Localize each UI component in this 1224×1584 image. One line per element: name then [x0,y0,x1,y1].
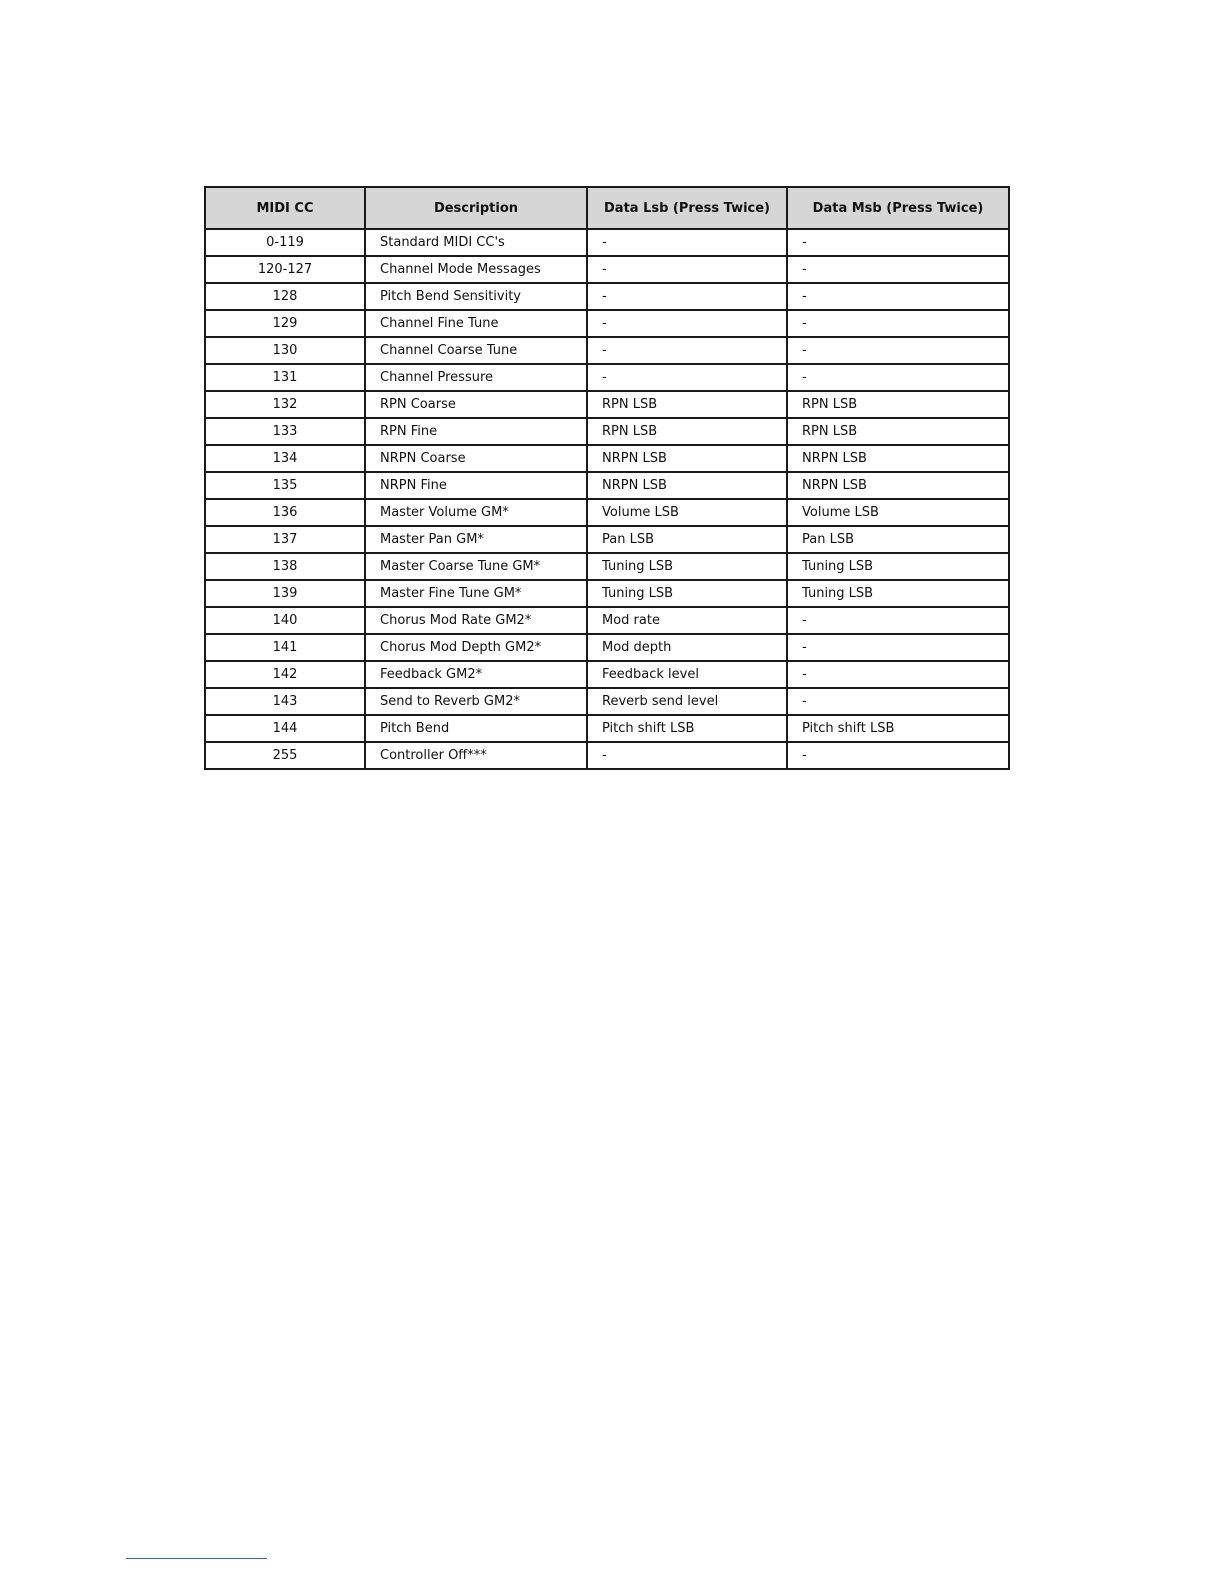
cell-description: Master Pan GM* [365,526,587,553]
cell-data-msb: RPN LSB [787,418,1009,445]
cell-description: Send to Reverb GM2* [365,688,587,715]
cell-data-msb: - [787,742,1009,769]
cell-data-lsb: Reverb send level [587,688,787,715]
cell-midi-cc: 137 [205,526,365,553]
table-row [205,715,1009,742]
cell-midi-cc: 139 [205,580,365,607]
cell-data-msb: - [787,310,1009,337]
table-row [205,742,1009,769]
cell-data-msb: - [787,688,1009,715]
table-row [205,526,1009,553]
header-description: Description [365,187,587,229]
table-row [205,661,1009,688]
header-midi-cc: MIDI CC [205,187,365,229]
cell-data-lsb: Pan LSB [587,526,787,553]
cell-midi-cc: 134 [205,445,365,472]
cell-data-lsb: Tuning LSB [587,553,787,580]
table-row [205,553,1009,580]
cell-description: Channel Coarse Tune [365,337,587,364]
cell-data-msb: - [787,283,1009,310]
cell-description: Pitch Bend Sensitivity [365,283,587,310]
cell-description: Channel Pressure [365,364,587,391]
cell-data-lsb: NRPN LSB [587,472,787,499]
table-row [205,391,1009,418]
cell-midi-cc: 130 [205,337,365,364]
cell-data-msb: NRPN LSB [787,472,1009,499]
cell-midi-cc: 133 [205,418,365,445]
cell-midi-cc: 144 [205,715,365,742]
cell-description: Channel Fine Tune [365,310,587,337]
cell-data-msb: NRPN LSB [787,445,1009,472]
header-data-msb: Data Msb (Press Twice) [787,187,1009,229]
table-row [205,283,1009,310]
cell-data-lsb: Mod depth [587,634,787,661]
table-row [205,418,1009,445]
midi-cc-table [204,186,1010,770]
table-row [205,364,1009,391]
cell-midi-cc: 120-127 [205,256,365,283]
cell-description: Chorus Mod Depth GM2* [365,634,587,661]
cell-description: RPN Fine [365,418,587,445]
cell-midi-cc: 255 [205,742,365,769]
table-row [205,688,1009,715]
cell-data-msb: Tuning LSB [787,553,1009,580]
cell-midi-cc: 132 [205,391,365,418]
cell-midi-cc: 135 [205,472,365,499]
cell-description: NRPN Coarse [365,445,587,472]
cell-data-lsb: Pitch shift LSB [587,715,787,742]
cell-description: Chorus Mod Rate GM2* [365,607,587,634]
cell-data-msb: Pitch shift LSB [787,715,1009,742]
table-row [205,580,1009,607]
cell-midi-cc: 140 [205,607,365,634]
cell-data-msb: - [787,256,1009,283]
cell-description: RPN Coarse [365,391,587,418]
cell-midi-cc: 141 [205,634,365,661]
cell-data-lsb: - [587,229,787,256]
table-row [205,445,1009,472]
cell-midi-cc: 142 [205,661,365,688]
cell-data-lsb: RPN LSB [587,391,787,418]
cell-midi-cc: 136 [205,499,365,526]
cell-midi-cc: 0-119 [205,229,365,256]
cell-data-lsb: Volume LSB [587,499,787,526]
cell-data-lsb: - [587,256,787,283]
cell-data-msb: Volume LSB [787,499,1009,526]
cell-midi-cc: 143 [205,688,365,715]
cell-description: Master Fine Tune GM* [365,580,587,607]
cell-data-lsb: Mod rate [587,607,787,634]
cell-data-msb: - [787,607,1009,634]
cell-data-lsb: Tuning LSB [587,580,787,607]
table-row [205,337,1009,364]
cell-data-msb: RPN LSB [787,391,1009,418]
cell-description: Channel Mode Messages [365,256,587,283]
table-row [205,634,1009,661]
cell-midi-cc: 138 [205,553,365,580]
footnote-divider [126,1558,267,1559]
cell-description: Master Coarse Tune GM* [365,553,587,580]
table-body [205,229,1009,769]
table-row [205,472,1009,499]
cell-data-lsb: - [587,364,787,391]
cell-data-msb: - [787,634,1009,661]
cell-data-lsb: - [587,742,787,769]
cell-data-lsb: - [587,310,787,337]
cell-description: Master Volume GM* [365,499,587,526]
cell-data-lsb: - [587,283,787,310]
table-row [205,499,1009,526]
cell-midi-cc: 131 [205,364,365,391]
cell-description: Feedback GM2* [365,661,587,688]
table-row [205,310,1009,337]
cell-data-lsb: Feedback level [587,661,787,688]
table-row [205,256,1009,283]
cell-data-msb: Tuning LSB [787,580,1009,607]
cell-description: Standard MIDI CC's [365,229,587,256]
cell-data-msb: - [787,364,1009,391]
cell-description: Pitch Bend [365,715,587,742]
table-row [205,229,1009,256]
cell-data-msb: - [787,337,1009,364]
cell-data-lsb: NRPN LSB [587,445,787,472]
cell-data-msb: - [787,661,1009,688]
cell-data-lsb: RPN LSB [587,418,787,445]
cell-data-msb: - [787,229,1009,256]
cell-data-msb: Pan LSB [787,526,1009,553]
cell-data-lsb: - [587,337,787,364]
table-header [205,187,1009,229]
cell-midi-cc: 128 [205,283,365,310]
header-row [205,187,1009,229]
header-data-lsb: Data Lsb (Press Twice) [587,187,787,229]
cell-midi-cc: 129 [205,310,365,337]
table-row [205,607,1009,634]
cell-description: Controller Off*** [365,742,587,769]
cell-description: NRPN Fine [365,472,587,499]
